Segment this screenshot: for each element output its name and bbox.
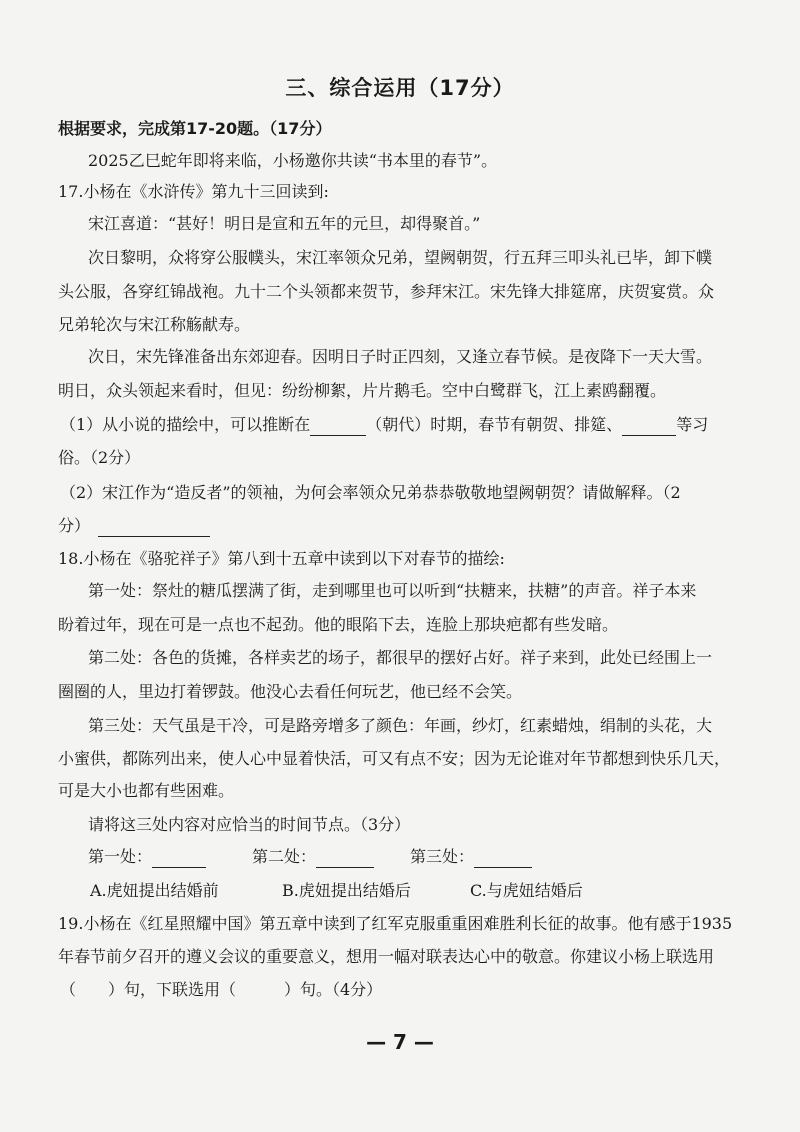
q18-slot-2 <box>252 846 374 868</box>
q18-passage-line: 第三处：天气虽是干冷，可是路旁增多了颜色：年画，纱灯，红素蜡烛，绢制的头花，大 <box>88 716 713 735</box>
slot-1-label: 第一处： <box>88 847 153 866</box>
answer-blank-slot-1[interactable] <box>152 849 206 868</box>
option-b: B.虎妞提出结婚后 <box>282 881 411 900</box>
answer-blank-dynasty[interactable] <box>310 417 366 436</box>
answer-blank-explanation[interactable] <box>98 518 210 537</box>
slot-2-label: 第二处： <box>252 847 317 866</box>
q19-line: 19.小杨在《红星照耀中国》第五章中读到了红军克服重重困难胜利长征的故事。他有感于1935 <box>58 914 733 933</box>
q17-sub2: （2）宋江作为“造反者”的领袖，为何会率领众兄弟恭恭敬敬地望阙朝贺？请做解释。（2 <box>60 483 681 502</box>
q17-passage-line: 头公服，各穿红锦战袍。九十二个头领都来贺节，参拜宋江。宋先锋大排筵席，庆贺宴赏。众 <box>58 282 715 301</box>
q17-passage-line: 明日，众头领起来看时，但见：纷纷柳絮，片片鹅毛。空中白鹭群飞，江上素鸥翻覆。 <box>58 381 667 400</box>
option-a: A.虎妞提出结婚前 <box>90 881 219 900</box>
page-number: — 7 — <box>366 1030 434 1054</box>
q18-slot-3 <box>410 846 532 868</box>
q17-passage-line: 次日，宋先锋准备出东郊迎春。因明日子时正四刻，又逢立春节候。是夜降下一天大雪。 <box>88 347 713 366</box>
q17-sub1-text-b: （朝代）时期，春节有朝贺、排筵、 <box>366 415 623 434</box>
answer-blank-slot-3[interactable] <box>474 849 532 868</box>
q17-sub1 <box>60 414 708 436</box>
q18-slot-1 <box>88 846 206 868</box>
q19-line: （ ）句，下联选用（ ）句。（4分） <box>60 980 383 999</box>
intro-text: 2025乙巳蛇年即将来临，小杨邀你共读“书本里的春节”。 <box>88 151 498 170</box>
q17-sub2-tail: 分） <box>58 516 91 535</box>
slot-3-label: 第三处： <box>410 847 475 866</box>
instruction: 根据要求，完成第17-20题。（17分） <box>58 119 332 138</box>
q18-prompt: 请将这三处内容对应恰当的时间节点。（3分） <box>88 815 411 834</box>
q17-sub1-text-c: 等习 <box>676 415 709 434</box>
q19-line: 年春节前夕召开的遵义会议的重要意义，想用一幅对联表达心中的敬意。你建议小杨上联选用 <box>58 947 715 966</box>
q18-passage-line: 可是大小也都有些困难。 <box>58 781 235 800</box>
q17-passage-line: 次日黎明，众将穿公服幞头，宋江率领众兄弟，望阙朝贺，行五拜三叩头礼已毕，卸下幞 <box>88 248 713 267</box>
q18-passage-line: 第一处：祭灶的糖瓜摆满了街，走到哪里也可以听到“扶糖来，扶糖”的声音。祥子本来 <box>88 581 697 600</box>
answer-blank-slot-2[interactable] <box>316 849 374 868</box>
q17-sub2-cont <box>58 515 210 537</box>
q18-passage-line: 第二处：各色的货摊，各样卖艺的场子，都很早的摆好占好。祥子来到，此处已经围上一 <box>88 648 713 667</box>
q17-passage-line: 兄弟轮次与宋江称觞献寿。 <box>58 315 251 334</box>
section-title: 三、综合运用（17分） <box>285 76 515 100</box>
q17-quote: 宋江喜道：“甚好！明日是宣和五年的元旦，却得聚首。” <box>88 214 481 233</box>
q18-passage-line: 小蜜供，都陈列出来，使人心中显着快活，可又有点不安；因为无论谁对年节都想到快乐几天， <box>58 749 731 768</box>
q17-sub1-cont: 俗。（2分） <box>58 448 141 467</box>
q17-heading: 17.小杨在《水浒传》第九十三回读到: <box>58 182 329 201</box>
q17-sub1-text-a: （1）从小说的描绘中，可以推断在 <box>60 415 311 434</box>
option-c: C.与虎妞结婚后 <box>470 881 583 900</box>
q18-heading: 18.小杨在《骆驼祥子》第八到十五章中读到以下对春节的描绘: <box>58 549 505 568</box>
q18-passage-line: 盼着过年，现在可是一点也不起劲。他的眼陷下去，连脸上那块疤都有些发暗。 <box>58 615 619 634</box>
answer-blank-custom[interactable] <box>622 417 676 436</box>
q18-passage-line: 圈圈的人，里边打着锣鼓。他没心去看任何玩艺，他已经不会笑。 <box>58 682 523 701</box>
